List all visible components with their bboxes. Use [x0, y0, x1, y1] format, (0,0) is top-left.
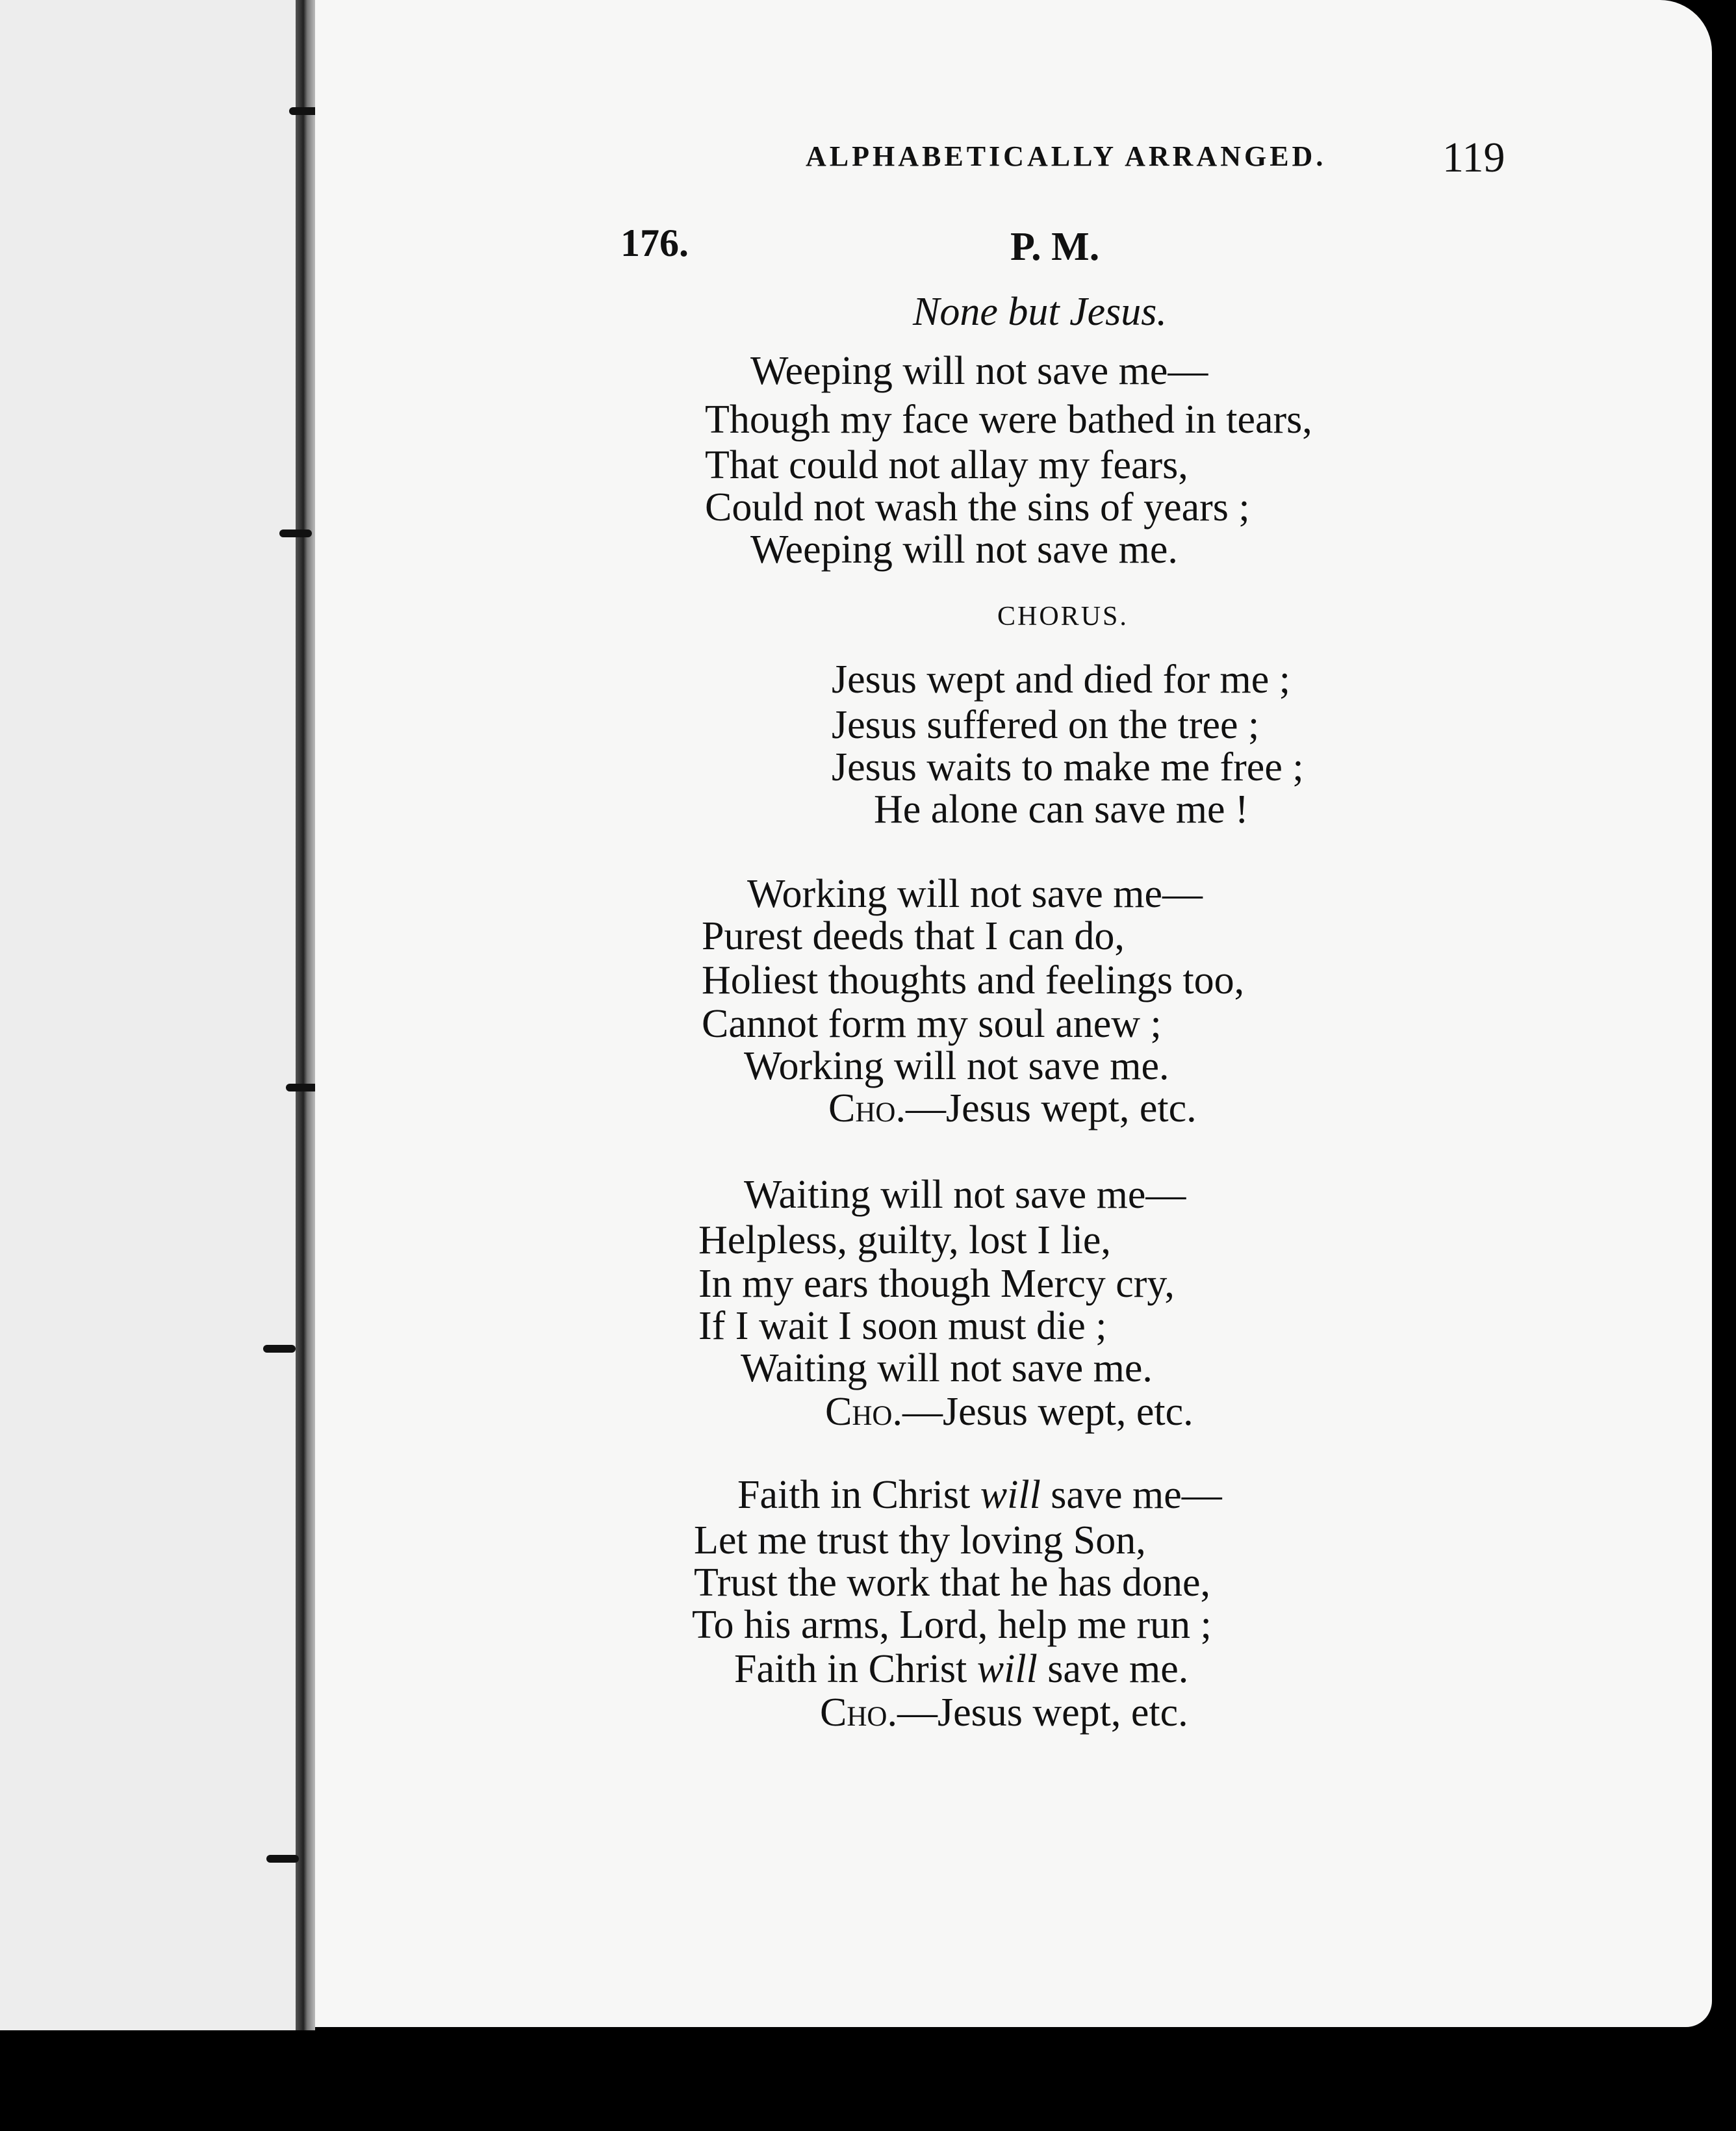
book-spine	[296, 0, 315, 2034]
stanza-4-line-5	[734, 1649, 1188, 1689]
stanza-3-line-3: In my ears though Mercy cry,	[698, 1262, 1175, 1306]
chorus-reference: —Jesus wept, etc.	[897, 1691, 1188, 1735]
chorus-line-3: Jesus waits to make me free ;	[832, 745, 1304, 789]
chorus-line-1: Jesus wept and died for me ;	[832, 657, 1290, 702]
scan-background	[0, 2030, 1736, 2131]
running-head: ALPHABETICALLY ARRANGED.	[806, 140, 1327, 172]
stanza-2-line-3: Holiest thoughts and feelings too,	[702, 958, 1245, 1002]
stanza-2-line-1: Working will not save me—	[747, 872, 1203, 916]
chorus-abbreviation: Cho.	[828, 1086, 906, 1130]
stanza-2-line-5: Working will not save me.	[744, 1044, 1169, 1088]
binding-stitch	[279, 530, 312, 537]
chorus-reference: —Jesus wept, etc.	[905, 1086, 1197, 1130]
chorus-abbreviation: Cho.	[825, 1390, 902, 1434]
chorus-line-2: Jesus suffered on the tree ;	[832, 703, 1260, 747]
stanza-2-chorus-ref	[828, 1088, 1197, 1129]
stanza-1-line-5: Weeping will not save me.	[750, 528, 1178, 572]
stanza-4-chorus-ref	[820, 1692, 1188, 1733]
stanza-4-line-2: Let me trust thy loving Son,	[694, 1518, 1146, 1563]
stanza-4-line-1	[737, 1475, 1222, 1515]
emphasis: will	[980, 1473, 1041, 1517]
chorus-reference: —Jesus wept, etc.	[902, 1390, 1194, 1434]
text-run: save me—	[1040, 1473, 1222, 1517]
chorus-line-4: He alone can save me !	[874, 787, 1249, 832]
chorus-heading: CHORUS.	[997, 602, 1129, 632]
stanza-3-line-5: Waiting will not save me.	[741, 1346, 1153, 1390]
stanza-1-line-2: Though my face were bathed in tears,	[705, 398, 1312, 442]
binding-stitch	[266, 1855, 299, 1863]
stanza-2-line-4: Cannot form my soul anew ;	[702, 1002, 1162, 1046]
stanza-1-line-1: Weeping will not save me—	[750, 349, 1208, 393]
stanza-4-line-4: To his arms, Lord, help me run ;	[692, 1603, 1212, 1647]
stanza-3-chorus-ref	[825, 1392, 1194, 1432]
stanza-3-line-2: Helpless, guilty, lost I lie,	[698, 1218, 1111, 1262]
text-run: save me.	[1037, 1647, 1189, 1691]
stanza-1-line-3: That could not allay my fears,	[705, 443, 1188, 487]
hymn-title: None but Jesus.	[913, 290, 1167, 334]
page-number: 119	[1442, 134, 1505, 181]
stanza-1-line-4: Could not wash the sins of years ;	[705, 485, 1250, 530]
chorus-abbreviation: Cho.	[820, 1691, 897, 1735]
emphasis: will	[976, 1647, 1038, 1691]
hymn-meter: P. M.	[1010, 225, 1100, 269]
hymn-number: 176.	[620, 222, 689, 264]
stanza-3-line-1: Waiting will not save me—	[744, 1173, 1186, 1217]
stanza-3-line-4: If I wait I soon must die ;	[698, 1304, 1107, 1348]
binding-stitch	[286, 1084, 318, 1091]
text-run: Faith in Christ	[737, 1473, 980, 1517]
facing-page	[0, 0, 305, 2034]
stanza-4-line-3: Trust the work that he has done,	[694, 1561, 1211, 1605]
text-run: Faith in Christ	[734, 1647, 977, 1691]
stanza-2-line-2: Purest deeds that I can do,	[702, 914, 1125, 958]
binding-stitch	[263, 1345, 296, 1353]
